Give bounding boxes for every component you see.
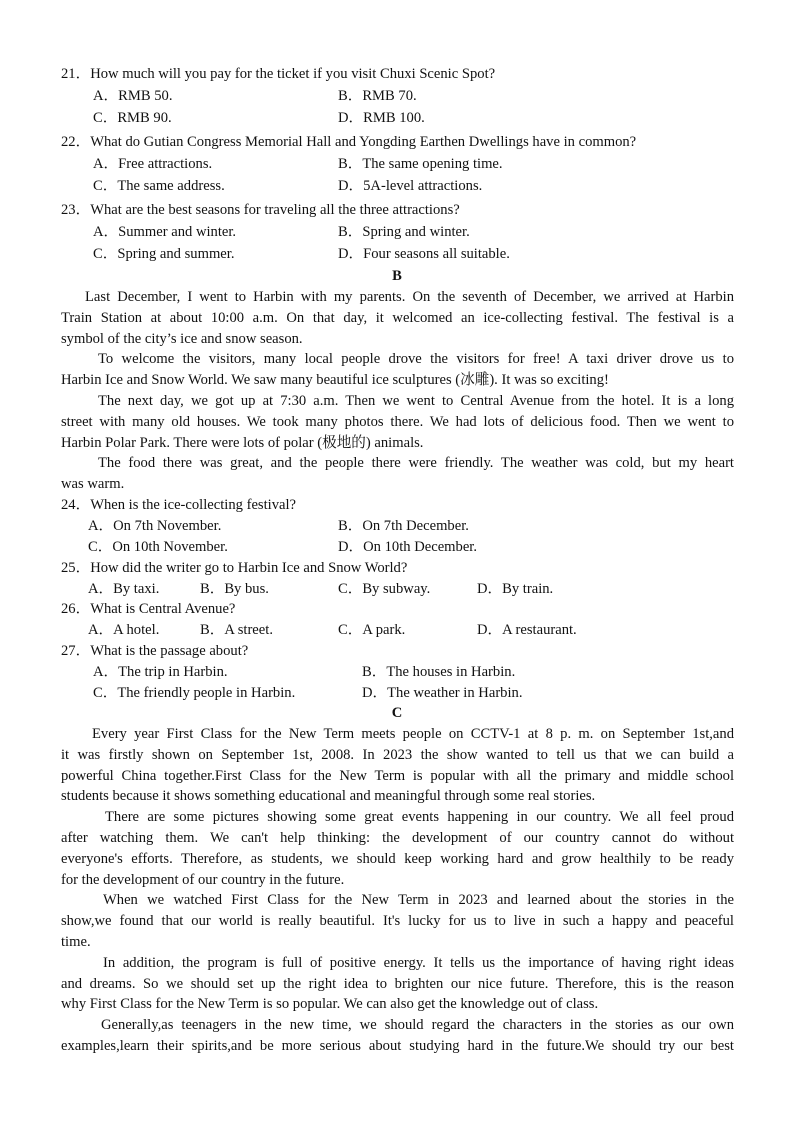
- question-23-stem: 23．What are the best seasons for traveling all the three attractions?: [61, 202, 460, 218]
- passage-line: Last December, I went to Harbin with my parents. On the seventh of December, we arrived at Harbin: [85, 289, 734, 305]
- passage-line: To welcome the visitors, many local people drove the visitors for free! A taxi driver drove us to: [98, 351, 734, 368]
- passage-line: everyone's efforts. Therefore, as students, we should keep working hard and grow healthily to be ready: [61, 850, 734, 867]
- question-23-option-d: D．Four seasons all suitable.: [338, 246, 510, 262]
- passage-line: powerful China together.First Class for the New Term is popular with all the primary and middle school: [61, 767, 734, 784]
- question-21-option-b: B．RMB 70.: [338, 88, 417, 104]
- passage-line: time.: [61, 933, 91, 950]
- question-22-option-b: B．The same opening time.: [338, 156, 503, 172]
- question-21-stem: 21．How much will you pay for the ticket if you visit Chuxi Scenic Spot?: [61, 66, 496, 82]
- question-25-option-a: A．By taxi.: [88, 581, 160, 597]
- passage-line: why First Class for the New Term is so popular. We can also get the knowledge out of class.: [61, 996, 599, 1013]
- section-b-passage: [61, 287, 734, 495]
- passage-line: street with many old houses. We took many photos there. We had lots of delicious food. Then we went to: [61, 413, 734, 430]
- question-22-stem: 22．What do Gutian Congress Memorial Hall and Yongding Earthen Dwellings have in common?: [61, 134, 637, 150]
- question-25-option-d: D．By train.: [477, 581, 554, 597]
- passage-line: after watching them. We can't help thinking: the development of our country cannot do without: [61, 829, 734, 846]
- question-27-option-b: B．The houses in Harbin.: [362, 664, 516, 680]
- passage-line: symbol of the city’s ice and snow season.: [61, 330, 303, 347]
- passage-line: Train Station at about 10:00 a.m. On that day, it welcomed an ice-collecting festival. The festival is a: [61, 309, 734, 326]
- passage-line: Every year First Class for the New Term meets people on CCTV-1 at 8 p. m. on September 1st,and: [92, 726, 734, 742]
- passage-line: When we watched First Class for the New Term in 2023 and learned about the stories in the: [103, 892, 734, 909]
- passage-line: for the development of our country in the future.: [61, 871, 345, 888]
- passage-line: and dreams. So we should set up the right idea to brighten our nice future. Therefore, this is the reason: [61, 975, 734, 992]
- passage-line: There are some pictures showing some great events happening in our country. We all feel proud: [105, 809, 734, 826]
- passage-line: The next day, we got up at 7:30 a.m. Then we went to Central Avenue from the hotel. It is a long: [98, 392, 734, 409]
- question-24-stem: 24．When is the ice-collecting festival?: [61, 497, 297, 513]
- section-b-heading: B: [392, 268, 402, 284]
- question-23-option-a: A．Summer and winter.: [93, 224, 237, 240]
- question-23-option-c: C．Spring and summer.: [93, 246, 235, 262]
- question-24-option-c: C．On 10th November.: [88, 539, 228, 555]
- passage-line: show,we found that our world is really beautiful. It's lucky for us to live in such a happy and peaceful: [61, 913, 734, 930]
- question-26-stem: 26．What is Central Avenue?: [61, 601, 236, 617]
- passage-line: was warm.: [61, 476, 125, 493]
- section-c-heading: C: [391, 705, 403, 721]
- question-21-option-c: C．RMB 90.: [93, 110, 172, 126]
- question-27-stem: 27．What is the passage about?: [61, 643, 249, 659]
- section-c-paragraph-3: [61, 890, 734, 952]
- section-c-paragraph-5: [61, 1015, 734, 1057]
- question-27-option-d: D．The weather in Harbin.: [362, 685, 523, 701]
- question-26-option-b: B．A street.: [200, 622, 273, 638]
- question-25-stem: 25．How did the writer go to Harbin Ice and Snow World?: [61, 560, 408, 576]
- question-24-option-d: D．On 10th December.: [338, 539, 478, 555]
- section-c-paragraph-1: [61, 724, 734, 807]
- question-22-option-d: D．5A-level attractions.: [338, 178, 483, 194]
- question-26-option-a: A．A hotel.: [88, 622, 160, 638]
- passage-line: Generally,as teenagers in the new time, we should regard the characters in the stories as our own: [101, 1017, 734, 1034]
- question-21-option-d: D．RMB 100.: [338, 110, 425, 126]
- passage-line: Harbin Polar Park. There were lots of polar (极地的) animals.: [61, 434, 424, 451]
- question-27-option-c: C．The friendly people in Harbin.: [93, 685, 296, 701]
- section-b-paragraph-3: [61, 391, 734, 453]
- section-b-paragraph-1: [61, 287, 734, 349]
- question-27-option-a: A．The trip in Harbin.: [93, 664, 228, 680]
- section-b-paragraph-2: [61, 349, 734, 391]
- question-22-option-c: C．The same address.: [93, 178, 225, 194]
- question-26-option-d: D．A restaurant.: [477, 622, 577, 638]
- passage-line: examples,learn their spirits,and be more serious about studying hard in the future.We should try our best: [61, 1037, 734, 1054]
- question-24-option-a: A．On 7th November.: [88, 518, 222, 534]
- section-b-paragraph-4: [61, 453, 734, 495]
- section-c-paragraph-4: [61, 953, 734, 1015]
- passage-line: it was firstly shown on September 1st, 2008. In 2023 the show wanted to tell us that we can build a: [61, 746, 734, 763]
- passage-line: Harbin Ice and Snow World. We saw many beautiful ice sculptures (冰雕). It was so exciting!: [61, 372, 609, 389]
- question-21-option-a: A．RMB 50.: [93, 88, 173, 104]
- passage-line: The food there was great, and the people there were friendly. The weather was cold, but my heart: [98, 455, 734, 472]
- question-25-option-b: B．By bus.: [200, 581, 269, 597]
- passage-line: In addition, the program is full of positive energy. It tells us the importance of having right ideas: [103, 954, 734, 971]
- question-23-option-b: B．Spring and winter.: [338, 224, 470, 240]
- question-26-option-c: C．A park.: [338, 622, 406, 638]
- question-22-option-a: A．Free attractions.: [93, 156, 213, 172]
- passage-line: students because it shows something educational and meaningful through some real stories.: [61, 788, 596, 805]
- section-c-passage: [61, 724, 734, 1057]
- question-24-option-b: B．On 7th December.: [338, 518, 469, 534]
- question-25-option-c: C．By subway.: [338, 581, 431, 597]
- section-c-paragraph-2: [61, 807, 734, 890]
